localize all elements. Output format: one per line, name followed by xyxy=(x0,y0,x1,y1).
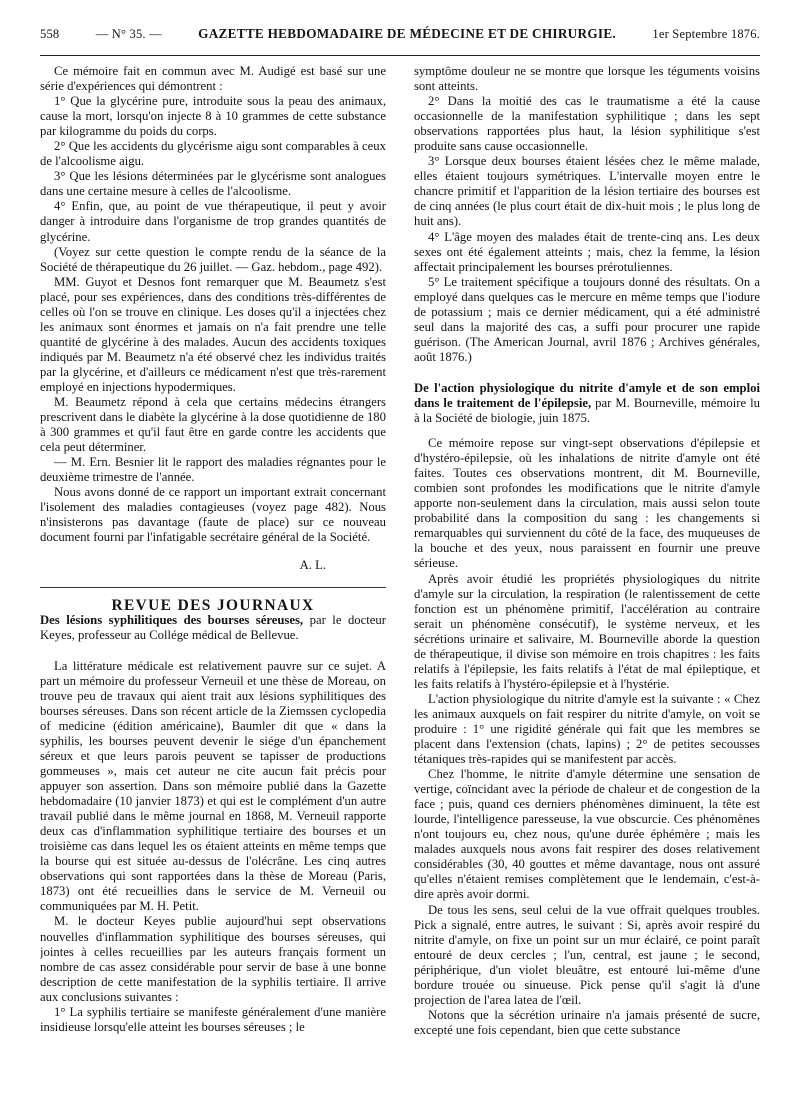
paragraph: 1° La syphilis tertiaire se manifeste généralement d'une manière insidieuse lorsqu'elle atteint les bourses séreuses ; le xyxy=(40,1004,386,1034)
paragraph: La littérature médicale est relativement pauvre sur ce sujet. A part un mémoire du professeur Verneuil et une thèse de Moreau, on trouve peu de travaux qui aient trait aux lésions syphilitiques des bourses séreuses. Dans son récent article de la Ziemssen cyclopedia of medicine (édition américaine), Baumler dit que « dans la syphilis, les bourses peuvent devenir le siége d'un épanchement séreux et que leurs parois peuvent se tapisser de productions gommeuses », mais cet auteur ne cite aucun fait précis pour appuyer son assertion. Dans son mémoire publié dans la Gazette hebdomadaire (10 janvier 1873) et qui est le complément d'un autre travail publié dans le même journal en 1868, M. Verneuil rapporte deux cas d'inflammation syphilitique tertiaire des bourses et un troisième cas dans lequel les os étaient atteints en même temps que la bourse qui est située au-dessus de l'olécrâne. Les cinq autres observations qui sont rapportées dans la thèse de Moreau (Paris, 1873) ont été recueillies dans le service de M. Verneuil ou communiquées par M. H. Petit. xyxy=(40,658,386,914)
journal-title: GAZETTE HEBDOMADAIRE DE MÉDECINE ET DE CHIRURGIE. xyxy=(198,26,617,41)
paragraph: Nous avons donné de ce rapport un important extrait concernant l'isolement des maladies contagieuses (voyez page 482). Nous n'insisterons pas davantage (faute de place) sur ce nouveau document fourni par l'infatigable secrétaire général de la Société. xyxy=(40,485,386,545)
paragraph: 3° Que les lésions déterminées par le glycérisme sont analogues dans une certaine mesure à celles de l'alcoolisme. xyxy=(40,169,386,199)
signature: A. L. xyxy=(299,557,326,572)
issue-date: 1er Septembre 1876. xyxy=(652,27,760,41)
paragraph: MM. Guyot et Desnos font remarquer que M. Beaumetz s'est placé, pour ses expériences, dans des conditions très-différentes de celles où l'on se trouve en clinique. Les doses qu'il a injectées chez les animaux sont énormes et jamais on n'a fait prendre une telle quantité de glycérine à des malades. Aucun des accidents toxiques indiqués par M. Beaumetz n'a été observé chez les individus traités par la glycérine, et d'ailleurs ce médicament n'est que très-rarement employé en injections hypodermiques. xyxy=(40,274,386,394)
paragraph: 2° Que les accidents du glycérisme aigu sont comparables à ceux de l'alcoolisme aigu. xyxy=(40,139,386,169)
article-title: Des lésions syphilitiques des bourses séreuses, xyxy=(40,612,304,627)
paragraph: Ce mémoire fait en commun avec M. Audigé est basé sur une série d'expériences qui démontrent : xyxy=(40,64,386,94)
article-byline: par le docteur Keyes, professeur au Collége médical de Bellevue. xyxy=(40,612,386,642)
paragraph: 1° Que la glycérine pure, introduite sous la peau des animaux, cause la mort, lorsqu'on injecte 8 à 10 grammes de cette substance par kilogramme du poids du corps. xyxy=(40,94,386,139)
article-byline: par M. Bourneville, mémoire lu à la Société de biologie, juin 1875. xyxy=(414,395,760,426)
article-heading xyxy=(40,613,386,643)
paragraph: Notons que la sécrétion urinaire n'a jamais présenté de sucre, excepté une fois cependant, bien que cette substance xyxy=(414,1007,760,1037)
issue-number: — N° 35. — xyxy=(95,27,162,41)
paragraph: M. Beaumetz répond à cela que certains médecins étrangers prescrivent dans le diabète la glycérine à la dose quotidienne de 180 à 300 grammes et qu'il faut être en garde contre les accidents que cela peut déterminer. xyxy=(40,395,386,455)
left-column xyxy=(40,64,386,1094)
paragraph: Chez l'homme, le nitrite d'amyle détermine une sensation de vertige, coïncidant avec la période de chaleur et de congestion de la face ; puis, quand ces derniers phénomènes diminuent, la tête est lourde, l'intelligence paresseuse, la vue obscurcie. Ces phénomènes n'ont toujours eu, chez nous, qu'une durée éphémère ; mais les malades auxquels nous avons fait respirer des doses relativement considérables (30, 40 gouttes et même davantage, nous ont assuré qu'elles n'étaient remises complètement que le lendemain, c'est-à-dire après avoir dormi. xyxy=(414,767,760,902)
paragraph: 5° Le traitement spécifique a toujours donné des résultats. On a employé dans quelques cas le mercure en même temps que l'iodure de potassium ; mais ce dernier médicament, qui a été administré seul dans la majorité des cas, a suffi pour procurer une rapide guérison. (The American Journal, avril 1876 ; Archives générales, août 1876.) xyxy=(414,274,760,364)
paragraph: — M. Ern. Besnier lit le rapport des maladies régnantes pour le deuxième trimestre de l'année. xyxy=(40,455,386,485)
paragraph: 3° Lorsque deux bourses étaient lésées chez le même malade, elles étaient toujours symétriques. L'intervalle moyen entre le chancre primitif et l'apparition de la lésion tertiaire des bourses est de cinq années (le plus court était de dix-huit mois ; le plus long de huit ans). xyxy=(414,154,760,229)
article-title: De l'action physiologique du nitrite d'amyle et de son emploi dans le traitement de l'épilepsie, xyxy=(414,380,760,410)
article-heading xyxy=(414,381,760,426)
page-header xyxy=(40,26,760,56)
paragraph: De tous les sens, seul celui de la vue offrait quelques troubles. Pick a signalé, entre autres, le suivant : Si, après avoir respiré du nitrite d'amyle, on fixe un point sur un mur éclairé, ce point paraît entouré de deux cercles ; l'un, central, est jaune ; le second, périphérique, d'un violet bleuâtre, est entouré lui-même d'une bordure trouée ou sinueuse. Pick pense qu'il s'agit là d'une projection de l'area latea de l'œil. xyxy=(414,902,760,1007)
paragraph: Ce mémoire repose sur vingt-sept observations d'épilepsie et d'hystéro-épilepsie, où les inhalations de nitrite d'amyle ont été faites. Toutes ces observations montrent, dit M. Bourneville, combien sont profondes les modifications que le nitrite d'amyle apporte non-seulement dans la circulation, mais aussi selon toute probabilité dans la composition du sang : les changements si remarquables qui surviennent du côté de la face, des muqueuses de la bouche et des yeux, nous paraissent en fournir une preuve sérieuse. xyxy=(414,436,760,571)
paragraph: Après avoir étudié les propriétés physiologiques du nitrite d'amyle sur la circulation, la respiration (le ralentissement de cette fonction est un phénomène primitif, l'accélération au contraire serait un phénomène consécutif), le système nerveux, et les sécrétions urinaire et salivaire, M. Bourneville aborde la question de thérapeutique, il divise son mémoire en trois chapitres : les faits relatifs à l'épilepsie, les faits relatifs à l'état de mal épileptique, et les faits relatifs à l'hystéro-épilepsie et à l'hystérie. xyxy=(414,571,760,691)
paragraph: 2° Dans la moitié des cas le traumatisme a été la cause occasionnelle de la manifestation syphilitique ; dans les sept observations rapportées plus haut, la lésion syphilitique s'est produite sans cause occasionnelle. xyxy=(414,94,760,154)
right-column xyxy=(414,64,760,1094)
paragraph: 4° L'âge moyen des malades était de trente-cinq ans. Les deux sexes ont été également atteints ; mais, chez la femme, la lésion affectait principalement les bourses prérotuliennes. xyxy=(414,229,760,274)
text-columns xyxy=(40,64,760,1094)
paragraph: (Voyez sur cette question le compte rendu de la séance de la Société de thérapeutique du 26 juillet. — Gaz. hebdom., page 492). xyxy=(40,244,386,274)
paragraph: 4° Enfin, que, au point de vue thérapeutique, il peut y avoir danger à introduire dans l'organisme de trop grandes quantités de glycérine. xyxy=(40,199,386,244)
section-divider xyxy=(40,587,386,588)
section-heading: REVUE DES JOURNAUX xyxy=(111,596,315,614)
paragraph: L'action physiologique du nitrite d'amyle est la suivante : « Chez les animaux auxquels on fait respirer du nitrite d'amyle, on voit se produire : 1° une rigidité générale qui fait que les membres se placent dans l'extension (chats, lapins) ; 2° de petites secousses tétaniques très-rapides qui se manifestent par accès. xyxy=(414,691,760,767)
paragraph: M. le docteur Keyes publie aujourd'hui sept observations nouvelles d'inflammation syphilitique des bourses séreuses, qui jointes à celles recueillies par les auteurs français forment un nombre de cas assez considérable pour servir de base à une bonne description de cette manifestation de la syphilis tertiaire. Il arrive aux conclusions suivantes : xyxy=(40,914,386,1004)
paragraph: symptôme douleur ne se montre que lorsque les téguments voisins sont atteints. xyxy=(414,64,760,94)
page-number: 558 xyxy=(40,27,60,41)
